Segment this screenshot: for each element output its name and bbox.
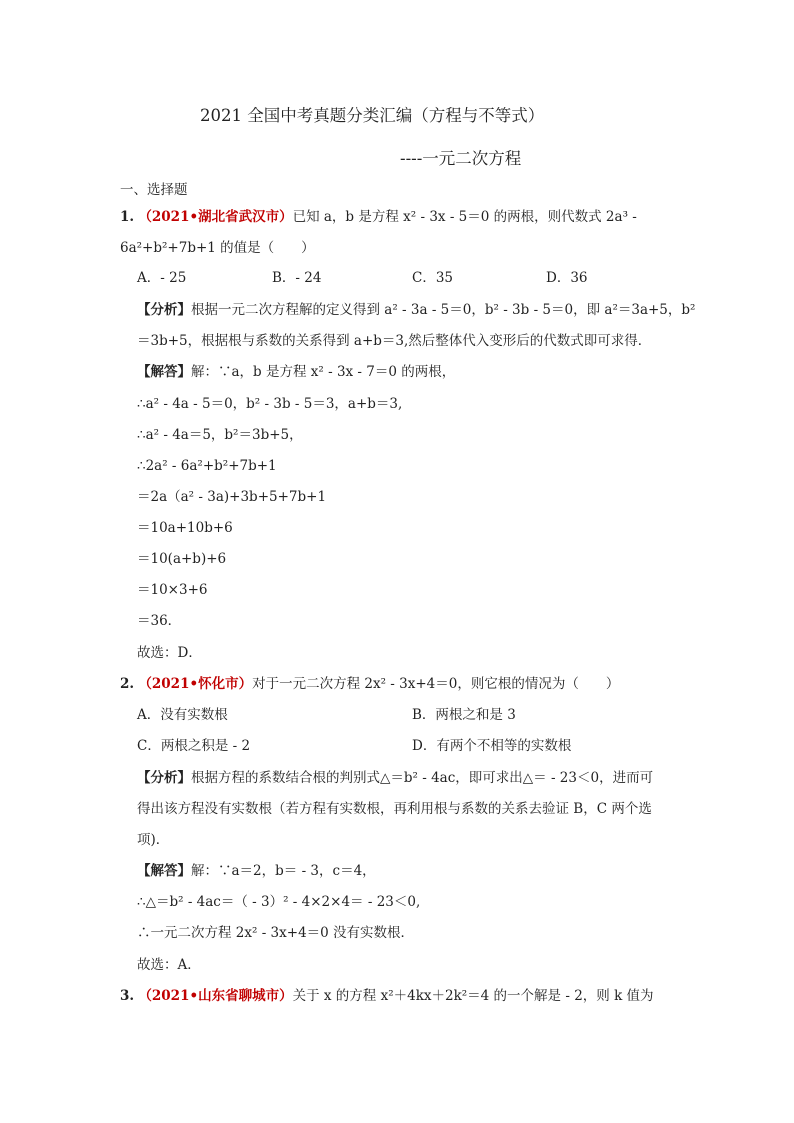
question-stem: 关于 x 的方程 x²＋4kx＋2k²＝4 的一个解是 - 2，则 k 值为 xyxy=(292,988,654,1004)
question-stem-continued: 6a²+b²+7b+1 的值是（ ） xyxy=(120,240,315,256)
solution-line: ＝10a+10b+6 xyxy=(137,520,233,536)
analysis-text: 根据方程的系数结合根的判别式△＝b² - 4ac，即可求出△＝ - 23＜0，进而可 xyxy=(191,770,654,786)
option-c: C．35 xyxy=(412,270,454,286)
option-a: A．- 25 xyxy=(137,270,187,286)
question-number: 1. xyxy=(120,209,135,225)
question-source: （2021•怀化市） xyxy=(138,676,253,692)
document-title: 2021 全国中考真题分类汇编（方程与不等式） xyxy=(200,106,545,125)
question-number: 3. xyxy=(120,988,135,1004)
analysis xyxy=(137,768,653,788)
analysis-tag: 【分析】 xyxy=(137,770,191,786)
solution-line: ＝10×3+6 xyxy=(137,582,208,598)
solution-tag: 【解答】 xyxy=(137,364,191,380)
question-3 xyxy=(120,986,654,1006)
option-b: B．两根之和是 3 xyxy=(412,707,516,723)
solution-line: ∴2a² - 6a²+b²+7b+1 xyxy=(137,458,277,474)
question-stem: 已知 a，b 是方程 x² - 3x - 5＝0 的两根，则代数式 2a³ - xyxy=(292,209,637,225)
solution xyxy=(137,861,376,881)
option-d: D．有两个不相等的实数根 xyxy=(412,738,572,754)
question-source: （2021•山东省聊城市） xyxy=(138,988,293,1004)
solution-line: ＝36． xyxy=(137,613,182,629)
analysis xyxy=(137,300,695,320)
solution-line: ∴一元二次方程 2x² - 3x+4＝0 没有实数根． xyxy=(137,925,415,941)
analysis-tag: 【分析】 xyxy=(137,302,191,318)
option-b: B．- 24 xyxy=(272,270,322,286)
solution-line: ＝10(a+b)+6 xyxy=(137,551,227,567)
question-source: （2021•湖北省武汉市） xyxy=(138,209,293,225)
solution xyxy=(137,362,455,382)
solution-line: ∴a² - 4a - 5＝0，b² - 3b - 5＝3，a+b＝3, xyxy=(137,396,403,412)
question-1 xyxy=(120,207,637,227)
question-stem: 对于一元二次方程 2x² - 3x+4＝0，则它根的情况为（ ） xyxy=(252,676,620,692)
document-subtitle: ----一元二次方程 xyxy=(400,149,522,168)
option-a: A．没有实数根 xyxy=(137,707,228,723)
solution-line: ∴a² - 4a＝5，b²＝3b+5， xyxy=(137,427,303,443)
solution-line: 故选：D． xyxy=(137,645,202,661)
analysis-text-continued: 得出该方程没有实数根（若方程有实数根，再利用根与系数的关系去验证 B，C 两个选 xyxy=(137,801,652,817)
analysis-text-continued: ＝3b+5，根据根与系数的关系得到 a+b＝3,然后整体代入变形后的代数式即可求得． xyxy=(137,333,652,349)
solution-line: 故选：A． xyxy=(137,957,201,973)
solution-line: ∴△＝b² - 4ac＝（ - 3）² - 4×2×4＝ - 23＜0, xyxy=(137,894,421,910)
option-c: C．两根之积是 - 2 xyxy=(137,738,251,754)
analysis-text: 根据一元二次方程解的定义得到 a² - 3a - 5＝0，b² - 3b - 5＝0，即 a²＝3a+5，b² xyxy=(191,302,696,318)
question-2 xyxy=(120,674,619,694)
option-d: D．36 xyxy=(546,270,588,286)
solution-tag: 【解答】 xyxy=(137,863,191,879)
section-heading: 一、选择题 xyxy=(120,182,188,198)
solution-line: 解：∵a＝2，b＝ - 3，c＝4， xyxy=(191,863,376,879)
question-number: 2. xyxy=(120,676,135,692)
analysis-text-continued: 项)． xyxy=(137,832,170,848)
solution-line: ＝2a（a² - 3a)+3b+5+7b+1 xyxy=(137,489,327,505)
solution-line: 解：∵a，b 是方程 x² - 3x - 7＝0 的两根， xyxy=(191,364,456,380)
